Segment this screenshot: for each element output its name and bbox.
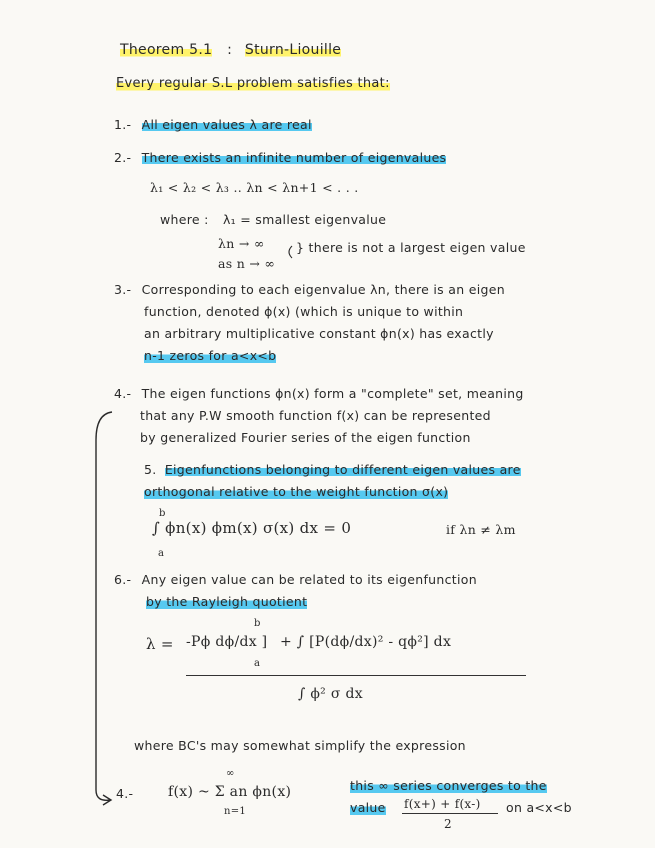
orthogonality-lower-limit: a bbox=[158, 548, 165, 559]
rayleigh-boundary-upper: b bbox=[254, 618, 261, 629]
lambda-limit: λn → ∞ bbox=[218, 236, 265, 251]
item-4-text-1: The eigen functions ϕn(x) form a "complete" set, meaning bbox=[141, 386, 524, 401]
orthogonality-upper-limit: b bbox=[159, 508, 166, 519]
item-2-text: There exists an infinite number of eigenvalues bbox=[141, 150, 447, 165]
fourier-expansion: f(x) ~ Σ an ϕn(x) bbox=[168, 784, 292, 800]
item-3-line-4: n-1 zeros for a<x<b bbox=[144, 348, 277, 363]
rayleigh-integral-term: + ∫ [P(dϕ/dx)² - qϕ²] dx bbox=[280, 634, 452, 650]
orthogonality-condition: if λn ≠ λm bbox=[446, 522, 516, 537]
item-6-text-1: Any eigen value can be related to its eigenfunction bbox=[141, 572, 477, 587]
sum-upper: ∞ bbox=[226, 768, 235, 779]
where-label: where : bbox=[160, 212, 209, 227]
sum-lower: n=1 bbox=[224, 806, 247, 817]
item-1-number: 1.- bbox=[114, 117, 132, 132]
item-4-line-3: by generalized Fourier series of the eigen function bbox=[140, 430, 471, 445]
item-5-number: 5. bbox=[144, 462, 157, 477]
convergence-value-label: value bbox=[350, 800, 386, 815]
rayleigh-boundary-lower: a bbox=[254, 658, 261, 669]
item-5-text-1: Eigenfunctions belonging to different eigen values are bbox=[164, 462, 521, 477]
item-3-number: 3.- bbox=[114, 282, 132, 297]
item-2-number: 2.- bbox=[114, 150, 132, 165]
convergence-value-denominator: 2 bbox=[444, 817, 452, 831]
convergence-range: on a<x<b bbox=[506, 800, 572, 815]
theorem-number: Theorem 5.1 bbox=[120, 42, 213, 58]
colon-separator: : bbox=[227, 42, 233, 58]
rayleigh-boundary-term: -Pϕ dϕ/dx ] bbox=[186, 634, 268, 650]
convergence-value-numerator: f(x+) + f(x-) bbox=[404, 797, 481, 811]
item-3-line-3: an arbitrary multiplicative constant ϕn(x) has exactly bbox=[144, 326, 494, 341]
smallest-eigenvalue: λ₁ = smallest eigenvalue bbox=[222, 212, 387, 227]
intro-statement: Every regular S.L problem satisfies that: bbox=[116, 76, 390, 91]
rayleigh-denominator: ∫ ϕ² σ dx bbox=[298, 686, 363, 702]
n-limit: as n → ∞ bbox=[218, 256, 276, 271]
item-6-line-2: by the Rayleigh quotient bbox=[146, 594, 308, 609]
item-1-text: All eigen values λ are real bbox=[141, 117, 312, 132]
item-4-number: 4.- bbox=[114, 386, 132, 401]
item-3-line-2: function, denoted ϕ(x) (which is unique to within bbox=[144, 304, 464, 319]
item-4-line-2: that any P.W smooth function f(x) can be represented bbox=[140, 408, 491, 423]
item-6-number: 6.- bbox=[114, 572, 132, 587]
convergence-note: this ∞ series converges to the bbox=[350, 778, 547, 793]
eigenvalue-chain: λ₁ < λ₂ < λ₃ .. λn < λn+1 < . . . bbox=[150, 180, 359, 195]
theorem-name: Sturn-Liouille bbox=[244, 42, 342, 58]
no-largest-eigenvalue: } there is not a largest eigen value bbox=[296, 240, 526, 255]
item-7-number: 4.- bbox=[116, 786, 134, 801]
footer-remark: where BC's may somewhat simplify the expression bbox=[134, 738, 466, 753]
orthogonality-integral: ∫ ϕn(x) ϕm(x) σ(x) dx = 0 bbox=[152, 519, 352, 537]
item-5-line-2: orthogonal relative to the weight function σ(x) bbox=[144, 484, 449, 499]
rayleigh-lhs: λ = bbox=[146, 635, 174, 653]
item-3-text-1: Corresponding to each eigenvalue λn, there is an eigen bbox=[141, 282, 505, 297]
